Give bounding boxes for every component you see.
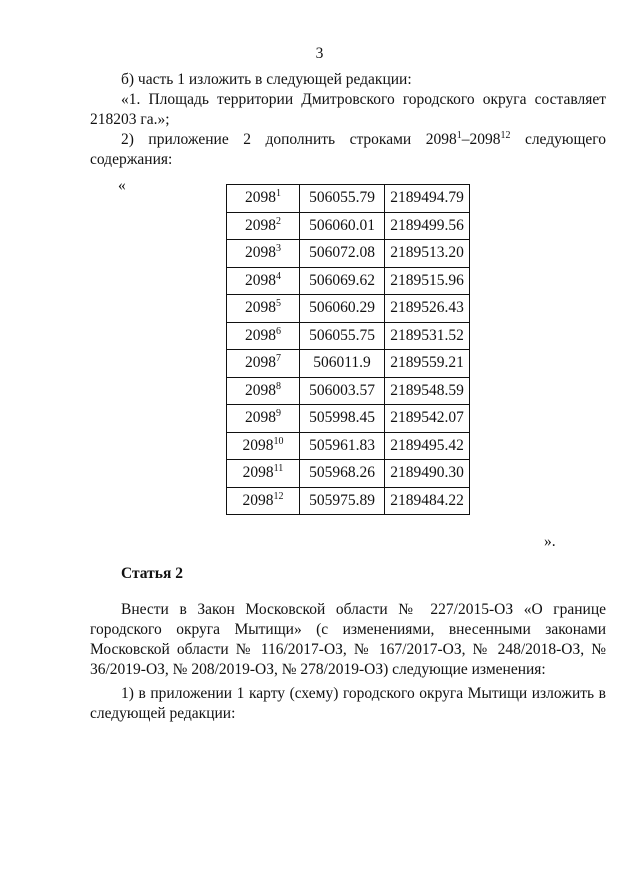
point-number-cell — [227, 185, 300, 213]
amendment-b-line: б) часть 1 изложить в следующей редакции: — [121, 71, 412, 88]
item2-suffix: следующего содержания: — [90, 131, 606, 168]
point-number-cell — [227, 350, 300, 378]
point-number: 2098 — [245, 244, 276, 262]
y-coordinate-cell: 2189494.79 — [385, 185, 470, 213]
point-number-cell — [227, 377, 300, 405]
table-row — [227, 267, 470, 295]
item2-sup-end: 12 — [500, 129, 511, 141]
y-coordinate-cell: 2189559.21 — [385, 350, 470, 378]
table-row — [227, 212, 470, 240]
point-number-index: 9 — [276, 408, 281, 420]
coordinates-table-body — [227, 185, 470, 515]
point-number-index: 4 — [276, 270, 281, 282]
x-coordinate-cell: 506011.9 — [300, 350, 385, 378]
point-number-cell — [227, 487, 300, 515]
article-2-item-1: 1) в приложении 1 карту (схему) городского округа Мытищи изложить в следующей редакции: — [90, 685, 606, 722]
point-number-cell — [227, 240, 300, 268]
table-row — [227, 295, 470, 323]
point-number-index: 3 — [276, 243, 281, 255]
point-number: 2098 — [245, 299, 276, 317]
x-coordinate-cell: 506055.79 — [300, 185, 385, 213]
page-number: 3 — [315, 45, 324, 62]
point-number: 2098 — [245, 354, 276, 372]
item2-dash: –2098 — [461, 131, 501, 148]
point-number: 2098 — [245, 409, 276, 427]
y-coordinate-cell: 2189513.20 — [385, 240, 470, 268]
point-number: 2098 — [245, 271, 276, 289]
y-coordinate-cell: 2189526.43 — [385, 295, 470, 323]
table-row — [227, 377, 470, 405]
point-number-cell — [227, 212, 300, 240]
y-coordinate-cell: 2189490.30 — [385, 460, 470, 488]
y-coordinate-cell: 2189499.56 — [385, 212, 470, 240]
appendix-2-item — [90, 130, 606, 170]
point-number-index: 10 — [273, 435, 284, 447]
close-quote: ». — [544, 533, 556, 550]
x-coordinate-cell: 505968.26 — [300, 460, 385, 488]
point-number-index: 12 — [273, 490, 284, 502]
point-number-cell — [227, 460, 300, 488]
point-number-index: 5 — [276, 298, 281, 310]
point-number: 2098 — [242, 464, 274, 482]
y-coordinate-cell: 2189495.42 — [385, 432, 470, 460]
point-number: 2098 — [245, 381, 276, 399]
item2-sup-start: 1 — [456, 129, 462, 141]
coordinates-table — [226, 184, 470, 515]
item2-prefix: 2) приложение 2 дополнить строками 2098 — [121, 131, 457, 148]
x-coordinate-cell: 506069.62 — [300, 267, 385, 295]
table-row — [227, 350, 470, 378]
x-coordinate-cell: 505961.83 — [300, 432, 385, 460]
point-number: 2098 — [242, 436, 274, 454]
point-number: 2098 — [245, 326, 276, 344]
article-2-heading: Статья 2 — [121, 565, 183, 582]
table-row — [227, 432, 470, 460]
y-coordinate-cell: 2189542.07 — [385, 405, 470, 433]
point-number-index: 2 — [276, 215, 281, 227]
table-row — [227, 185, 470, 213]
point-number-index: 6 — [276, 325, 281, 337]
point-number-index: 7 — [276, 353, 281, 365]
y-coordinate-cell: 2189484.22 — [385, 487, 470, 515]
table-row — [227, 405, 470, 433]
point-number-cell — [227, 405, 300, 433]
point-number: 2098 — [245, 189, 276, 207]
point-number-cell — [227, 295, 300, 323]
y-coordinate-cell: 2189515.96 — [385, 267, 470, 295]
table-row — [227, 322, 470, 350]
point-number-cell — [227, 432, 300, 460]
table-row — [227, 487, 470, 515]
point-number-index: 1 — [276, 188, 281, 200]
point-number-index: 11 — [273, 463, 284, 475]
point-number-cell — [227, 322, 300, 350]
table-row — [227, 240, 470, 268]
x-coordinate-cell: 506060.01 — [300, 212, 385, 240]
x-coordinate-cell: 505998.45 — [300, 405, 385, 433]
x-coordinate-cell: 506060.29 — [300, 295, 385, 323]
point-number: 2098 — [245, 216, 276, 234]
territory-area-quote: «1. Площадь территории Дмитровского городского округа составляет 218203 га.»; — [90, 91, 606, 128]
open-quote: « — [118, 177, 126, 194]
x-coordinate-cell: 506003.57 — [300, 377, 385, 405]
table-row — [227, 460, 470, 488]
y-coordinate-cell: 2189531.52 — [385, 322, 470, 350]
x-coordinate-cell: 505975.89 — [300, 487, 385, 515]
y-coordinate-cell: 2189548.59 — [385, 377, 470, 405]
point-number-cell — [227, 267, 300, 295]
article-2-paragraph: Внести в Закон Московской области № 227/2015-ОЗ «О границе городского округа Мытищи» (с изменениями, внесенными законами Московской области № 116/2017-ОЗ, № 167/2017-ОЗ, № 248/2018-ОЗ, № 36/2019-ОЗ, № 208/2019-ОЗ, № 278/2019-ОЗ) следующие изменения: — [90, 601, 606, 678]
x-coordinate-cell: 506072.08 — [300, 240, 385, 268]
x-coordinate-cell: 506055.75 — [300, 322, 385, 350]
point-number-index: 8 — [276, 380, 281, 392]
point-number: 2098 — [242, 491, 274, 509]
